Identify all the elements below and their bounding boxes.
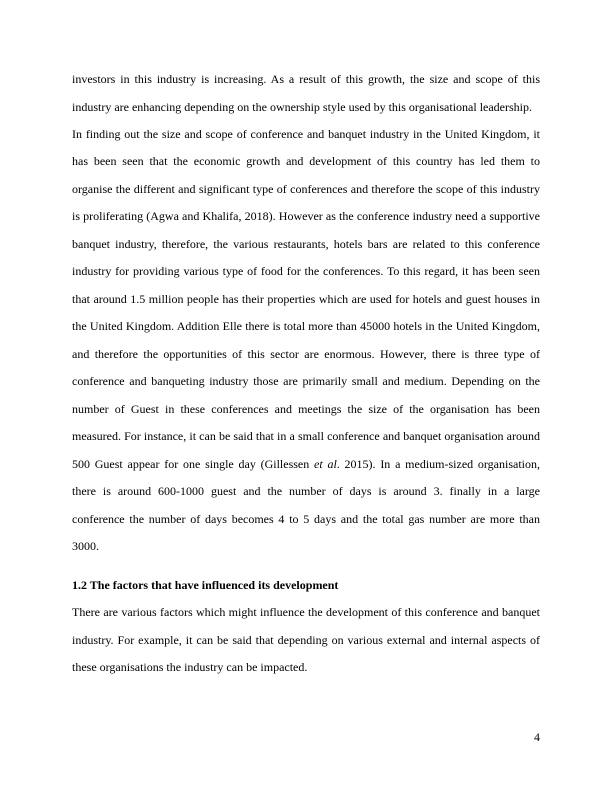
citation-line	[72, 457, 540, 471]
text-line: investors in this industry is increasing. As a result of this growth, the size and scope of this	[72, 72, 540, 86]
text-line: In finding out the size and scope of conference and banquet industry in the United Kingdom, it	[72, 127, 540, 141]
text-line: the United Kingdom. Addition Elle there is total more than 45000 hotels in the United Kingdom,	[72, 319, 540, 333]
text-line: these organisations the industry can be impacted.	[72, 660, 308, 674]
text-line: organise the different and significant type of conferences and therefore the scope of this industry	[72, 182, 540, 196]
text-line: 3000.	[72, 539, 99, 553]
text-line: that around 1.5 million people has their properties which are used for hotels and guest houses in	[72, 292, 540, 306]
text-line: industry are enhancing depending on the ownership style used by this organisational leadership.	[72, 100, 533, 114]
text-line: industry for providing various type of food for the conferences. To this regard, it has been seen	[72, 264, 540, 278]
citation-line-start: 500 Guest appear for one single day (Gillessen	[72, 457, 315, 471]
section-heading: 1.2 The factors that have influenced its development	[72, 578, 339, 592]
page-number: 4	[534, 730, 540, 744]
text-line: has been seen that the economic growth and development of this country has led them to	[72, 154, 540, 168]
text-line: conference the number of days becomes 4 to 5 days and the total gas number are more than	[72, 512, 540, 526]
text-line: industry. For example, it can be said that depending on various external and internal aspects of	[72, 633, 540, 647]
text-line: is proliferating (Agwa and Khalifa, 2018). However as the conference industry need a supportive	[72, 209, 540, 223]
text-line: banquet industry, therefore, the various restaurants, hotels bars are related to this conference	[72, 237, 540, 251]
citation-et-al: et al	[314, 457, 337, 471]
text-line: number of Guest in these conferences and meetings the size of the organisation has been	[72, 402, 540, 416]
text-line: and therefore the opportunities of this sector are enormous. However, there is three type of	[72, 347, 540, 361]
text-line: measured. For instance, it can be said that in a small conference and banquet organisation around	[72, 429, 540, 443]
citation-line-end: . 2015). In a medium-sized organisation,	[336, 457, 541, 471]
text-line: there is around 600-1000 guest and the number of days is around 3. finally in a large	[72, 484, 540, 498]
text-line: There are various factors which might influence the development of this conference and banquet	[72, 605, 540, 619]
text-line: conference and banqueting industry those are primarily small and medium. Depending on the	[72, 374, 540, 388]
